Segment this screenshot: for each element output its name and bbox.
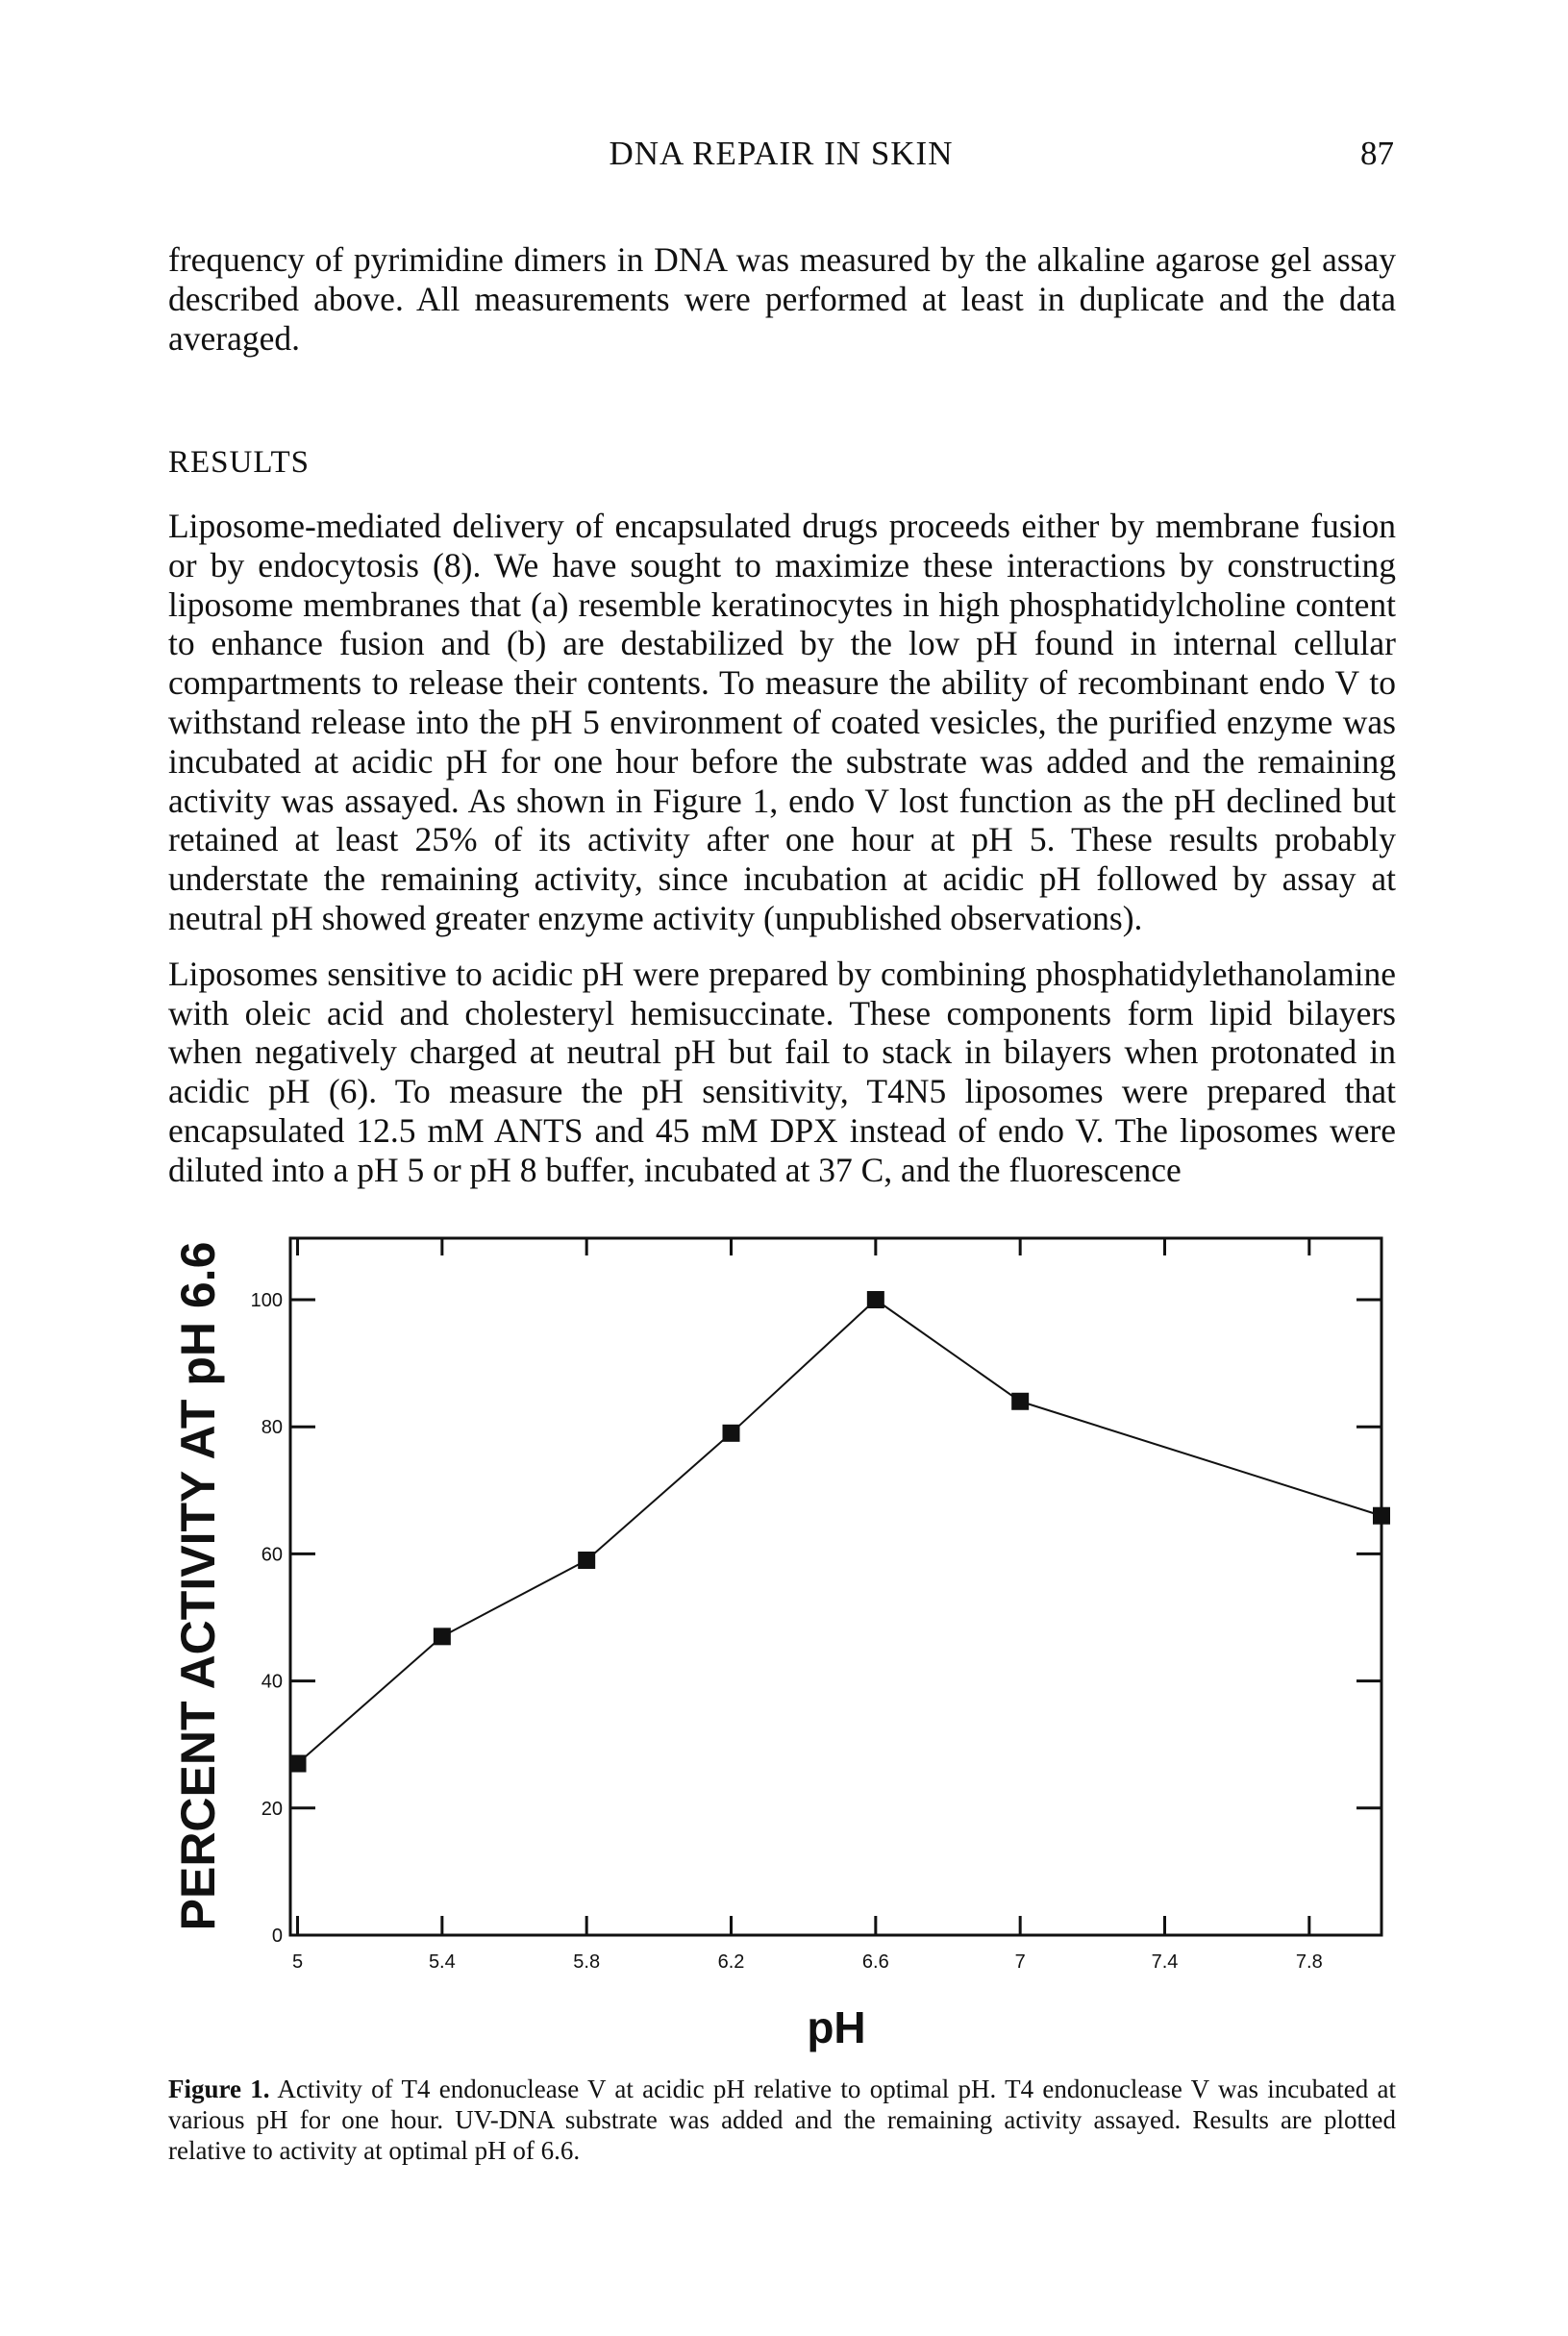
results-text bbox=[168, 507, 1396, 1190]
figure-1 bbox=[154, 1223, 1404, 2069]
y-tick-label: 80 bbox=[261, 1417, 283, 1439]
plot-frame bbox=[290, 1238, 1381, 1935]
running-title: DNA REPAIR IN SKIN bbox=[609, 135, 954, 172]
series-segment bbox=[298, 1636, 442, 1763]
x-tick-label: 7.8 bbox=[1295, 1951, 1323, 1973]
x-tick-label: 5 bbox=[291, 1951, 304, 1973]
x-tick-label: 5.4 bbox=[428, 1951, 456, 1973]
x-axis-title: pH bbox=[807, 2002, 866, 2052]
series-segment bbox=[732, 1300, 876, 1433]
data-point-marker bbox=[578, 1552, 595, 1569]
page-header bbox=[168, 135, 1394, 183]
results-paragraph-2: Liposomes sensitive to acidic pH were prepared by combining phosphatidylethanolamine with oleic acid and cholesteryl hemisuccinate. These components form lipid bilayers when negatively charged at neutral pH but fail to stack in bilayers when protonated in acidic pH (6). To measure the pH sensitivity, T4N5 liposomes were prepared that encapsulated 12.5 mM ANTS and 45 mM DPX instead of endo V. The liposomes were diluted into a pH 5 or pH 8 buffer, incubated at 37 C, and the fluorescence bbox=[168, 954, 1396, 1189]
x-tick-label: 7.4 bbox=[1151, 1951, 1179, 1973]
data-point-marker bbox=[723, 1425, 740, 1442]
y-tick-label: 20 bbox=[261, 1798, 283, 1820]
series-segment bbox=[876, 1300, 1020, 1402]
y-tick-label: 0 bbox=[271, 1926, 283, 1947]
caption-label: Figure 1. bbox=[168, 2075, 270, 2103]
series-segment bbox=[1020, 1402, 1381, 1516]
data-point-marker bbox=[1011, 1393, 1029, 1410]
data-point-marker bbox=[289, 1755, 307, 1773]
page-number: 87 bbox=[1360, 135, 1394, 172]
section-heading: RESULTS bbox=[168, 445, 310, 480]
data-point-marker bbox=[867, 1291, 884, 1308]
activity-chart bbox=[154, 1223, 1404, 2069]
x-tick-label: 6.2 bbox=[717, 1951, 745, 1973]
x-tick-label: 6.6 bbox=[861, 1951, 889, 1973]
series-segment bbox=[442, 1560, 586, 1636]
results-paragraph-1: Liposome-mediated delivery of encapsulated drugs proceeds either by membrane fusion or by endocytosis (8). We have sought to maximize these interactions by constructing liposome membranes that (a) resemble keratinocytes in high phosphatidylcholine content to enhance fusion and (b) are destabilized by the low pH found in internal cellular compartments to release their contents. To measure the ability of recombinant endo V to withstand release into the pH 5 environment of coated vesicles, the purified enzyme was incubated at acidic pH for one hour before the substrate was added and the remaining activity was assayed. As shown in Figure 1, endo V lost function as the pH declined but retained at least 25% of its activity after one hour at pH 5. These results probably understate the remaining activity, since incubation at acidic pH followed by assay at neutral pH showed greater enzyme activity (unpublished observations). bbox=[168, 507, 1396, 937]
y-tick-label: 100 bbox=[250, 1290, 283, 1311]
data-point-marker bbox=[434, 1628, 451, 1645]
caption-text: Activity of T4 endonuclease V at acidic pH relative to optimal pH. T4 endonuclease V was incubated at various pH for one hour. UV-DNA substrate was added and the remaining activity assayed. Results are plotted relative to activity at optimal pH of 6.6. bbox=[168, 2075, 1396, 2165]
figure-caption bbox=[168, 2074, 1396, 2166]
data-point-marker bbox=[1373, 1507, 1390, 1525]
intro-paragraph: frequency of pyrimidine dimers in DNA was measured by the alkaline agarose gel assay described above. All measurements were performed at least in duplicate and the data averaged. bbox=[168, 240, 1396, 358]
y-axis-title: PERCENT ACTIVITY AT pH 6.6 bbox=[171, 1241, 226, 1931]
y-tick-label: 60 bbox=[261, 1544, 283, 1566]
intro-text bbox=[168, 240, 1396, 358]
y-tick-label: 40 bbox=[261, 1671, 283, 1693]
x-tick-label: 7 bbox=[1014, 1951, 1026, 1973]
x-tick-label: 5.8 bbox=[573, 1951, 601, 1973]
series-segment bbox=[586, 1433, 731, 1560]
